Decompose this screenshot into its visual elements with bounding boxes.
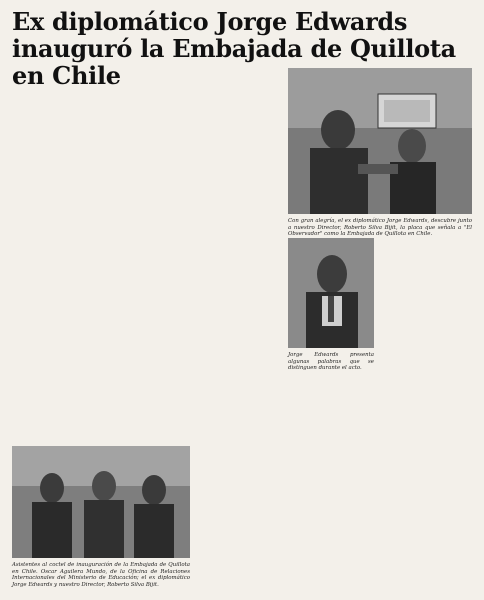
column-5 bbox=[380, 342, 472, 588]
photo-plaque bbox=[288, 68, 472, 214]
photo-coctel-image bbox=[12, 446, 190, 558]
headline: Ex diplomático Jorge Edwards inauguró la Embajada de Quillota en Chile bbox=[12, 7, 456, 90]
column-4b bbox=[288, 376, 374, 588]
caption-speaker: Jorge Edwards presenta algunas palabras que se distinguen durante el acto. bbox=[288, 352, 374, 372]
caption-coctel: Asistentes al coctel de inauguración de la Embajada de Quillota en Chile. Oscar Aguilera Mundo, de la Oficina de Relaciones Internacionales del Ministerio de Educación; el ex diplomático Jorge Edwards y nuestro Director, Roberto Silva Bijit. bbox=[12, 562, 190, 588]
article-body bbox=[12, 68, 472, 588]
column-1 bbox=[12, 68, 98, 440]
caption-plaque: Con gran alegría, el ex diplomático Jorge Edwards, descubre junto a nuestro Director, Roberto Silva Bijit, la placa que señala a "El Observador" como la Embajada de Quillota en Chile. bbox=[288, 218, 472, 238]
photo-speaker-image bbox=[288, 238, 374, 348]
photo-speaker bbox=[288, 238, 374, 348]
photo-plaque-image bbox=[288, 68, 472, 214]
column-3 bbox=[196, 68, 282, 588]
column-2 bbox=[104, 68, 190, 440]
photo-coctel bbox=[12, 446, 190, 558]
column-4 bbox=[380, 238, 472, 338]
